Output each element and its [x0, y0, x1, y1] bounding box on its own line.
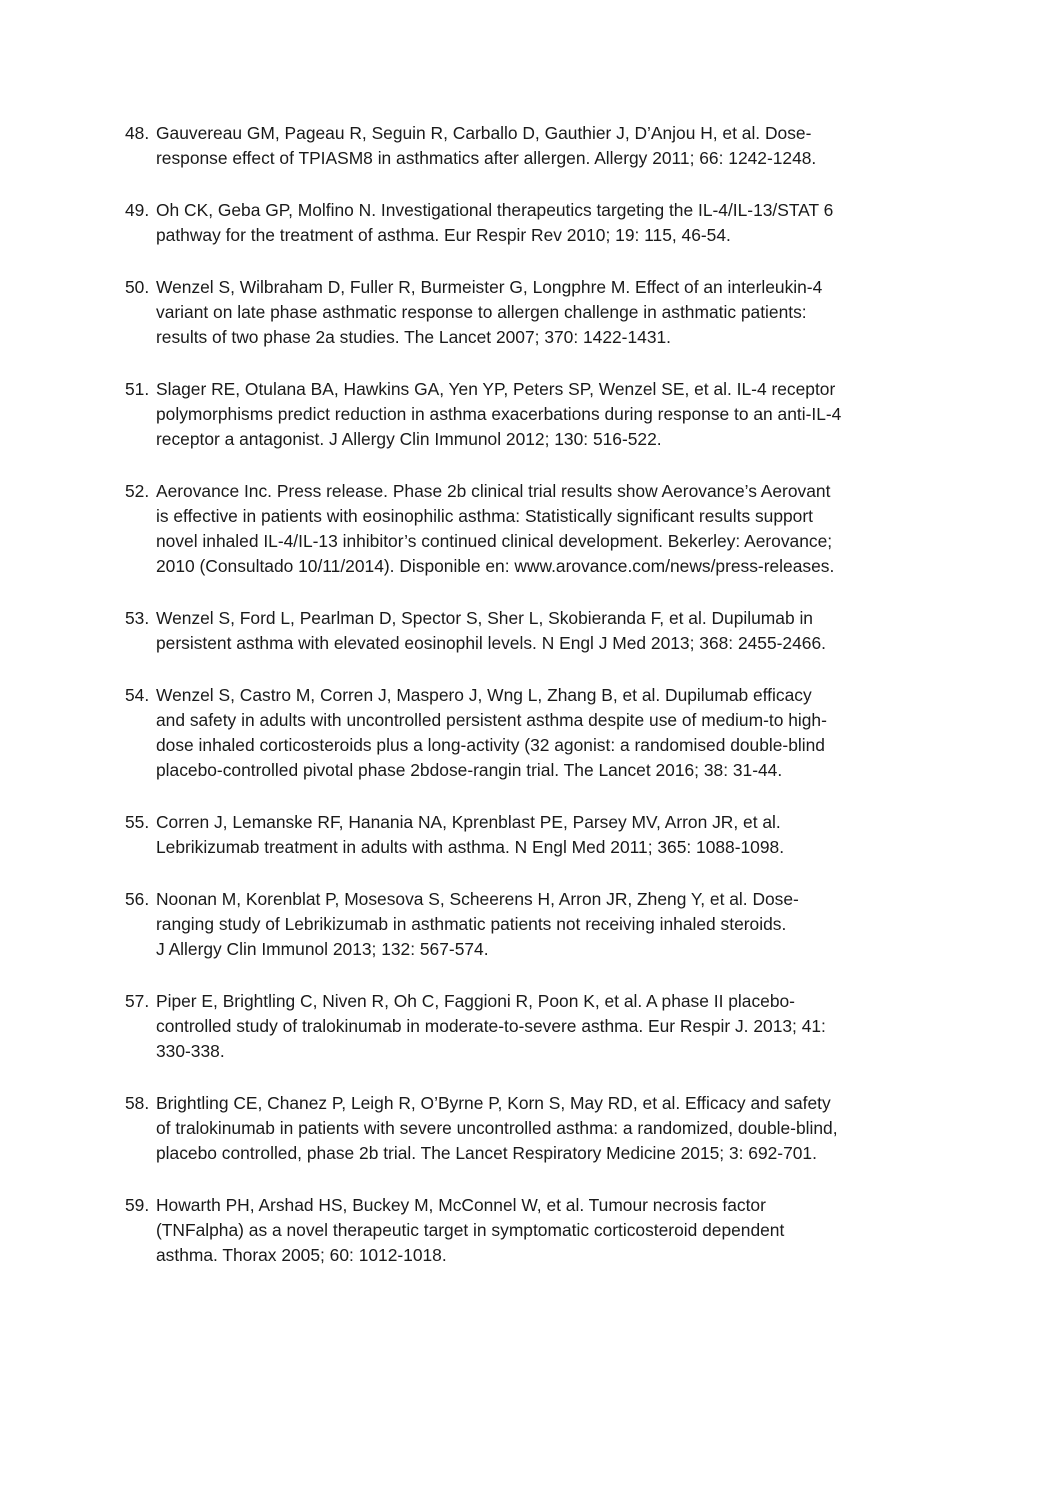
reference-number: 49. [125, 200, 150, 220]
reference-item [125, 275, 930, 350]
reference-item [125, 377, 930, 452]
reference-text: Wenzel S, Wilbraham D, Fuller R, Burmeister G, Longphre M. Effect of an interleukin-4 variant on late phase asthmatic response to allergen challenge in asthmatic patients: results of two phase 2a studies. The Lancet 2007; 370: 1422-1431. [156, 277, 823, 347]
reference-item [125, 887, 930, 962]
reference-number: 54. [125, 685, 150, 705]
reference-item [125, 683, 930, 783]
reference-number: 51. [125, 379, 150, 399]
reference-text: Brightling CE, Chanez P, Leigh R, O’Byrne P, Korn S, May RD, et al. Efficacy and safety of tralokinumab in patients with severe uncontrolled asthma: a randomized, double-blind, placebo controlled, phase 2b trial. The Lancet Respiratory Medicine 2015; 3: 692-701. [156, 1093, 838, 1163]
reference-text: Gauvereau GM, Pageau R, Seguin R, Carballo D, Gauthier J, D’Anjou H, et al. Dose- response effect of TPIASM8 in asthmatics after allergen. Allergy 2011; 66: 1242-1248. [156, 123, 817, 168]
reference-number: 53. [125, 608, 150, 628]
reference-number: 48. [125, 123, 150, 143]
reference-item [125, 1091, 930, 1166]
reference-item [125, 479, 930, 579]
reference-item [125, 198, 930, 248]
reference-list [125, 121, 930, 1295]
reference-number: 57. [125, 991, 150, 1011]
reference-text: Slager RE, Otulana BA, Hawkins GA, Yen YP, Peters SP, Wenzel SE, et al. IL-4 receptor polymorphisms predict reduction in asthma exacerbations during response to an anti-IL-4 receptor a antagonist. J Allergy Clin Immunol 2012; 130: 516-522. [156, 379, 842, 449]
reference-number: 55. [125, 812, 150, 832]
reference-number: 59. [125, 1195, 150, 1215]
reference-text: Corren J, Lemanske RF, Hanania NA, Kprenblast PE, Parsey MV, Arron JR, et al. Lebrikizumab treatment in adults with asthma. N Engl Med 2011; 365: 1088-1098. [156, 812, 785, 857]
reference-number: 56. [125, 889, 150, 909]
reference-item [125, 606, 930, 656]
reference-text: Aerovance Inc. Press release. Phase 2b clinical trial results show Aerovance’s Aerovant is effective in patients with eosinophilic asthma: Statistically significant results support novel inhaled IL-4/IL-13 inhibitor’s continued clinical development. Bekerley: Aerovance; 2010 (Consultado 10/11/2014). Disponible en: www.arovance.com/news/press-releases. [156, 481, 835, 576]
reference-text: Noonan M, Korenblat P, Mosesova S, Scheerens H, Arron JR, Zheng Y, et al. Dose- ranging study of Lebrikizumab in asthmatic patients not receiving inhaled steroids. J Allergy Clin Immunol 2013; 132: 567-574. [156, 889, 799, 959]
reference-text: Wenzel S, Ford L, Pearlman D, Spector S, Sher L, Skobieranda F, et al. Dupilumab in persistent asthma with elevated eosinophil levels. N Engl J Med 2013; 368: 2455-2466. [156, 608, 826, 653]
reference-item [125, 121, 930, 171]
reference-item [125, 810, 930, 860]
reference-text: Oh CK, Geba GP, Molfino N. Investigational therapeutics targeting the IL-4/IL-13/STAT 6 pathway for the treatment of asthma. Eur Respir Rev 2010; 19: 115, 46-54. [156, 200, 834, 245]
reference-number: 50. [125, 277, 150, 297]
reference-text: Wenzel S, Castro M, Corren J, Maspero J, Wng L, Zhang B, et al. Dupilumab efficacy and safety in adults with uncontrolled persistent asthma despite use of medium-to high- dose inhaled corticosteroids plus a long-activity (32 agonist: a randomised double-blind placebo-controlled pivotal phase 2bdose-rangin trial. The Lancet 2016; 38: 31-44. [156, 685, 827, 780]
reference-item [125, 1193, 930, 1268]
reference-text: Piper E, Brightling C, Niven R, Oh C, Faggioni R, Poon K, et al. A phase II placebo- controlled study of tralokinumab in moderate-to-severe asthma. Eur Respir J. 2013; 41: 330-338. [156, 991, 826, 1061]
reference-item [125, 989, 930, 1064]
reference-number: 52. [125, 481, 150, 501]
reference-text: Howarth PH, Arshad HS, Buckey M, McConnel W, et al. Tumour necrosis factor (TNFalpha) as a novel therapeutic target in symptomatic corticosteroid dependent asthma. Thorax 2005; 60: 1012-1018. [156, 1195, 785, 1265]
reference-number: 58. [125, 1093, 150, 1113]
